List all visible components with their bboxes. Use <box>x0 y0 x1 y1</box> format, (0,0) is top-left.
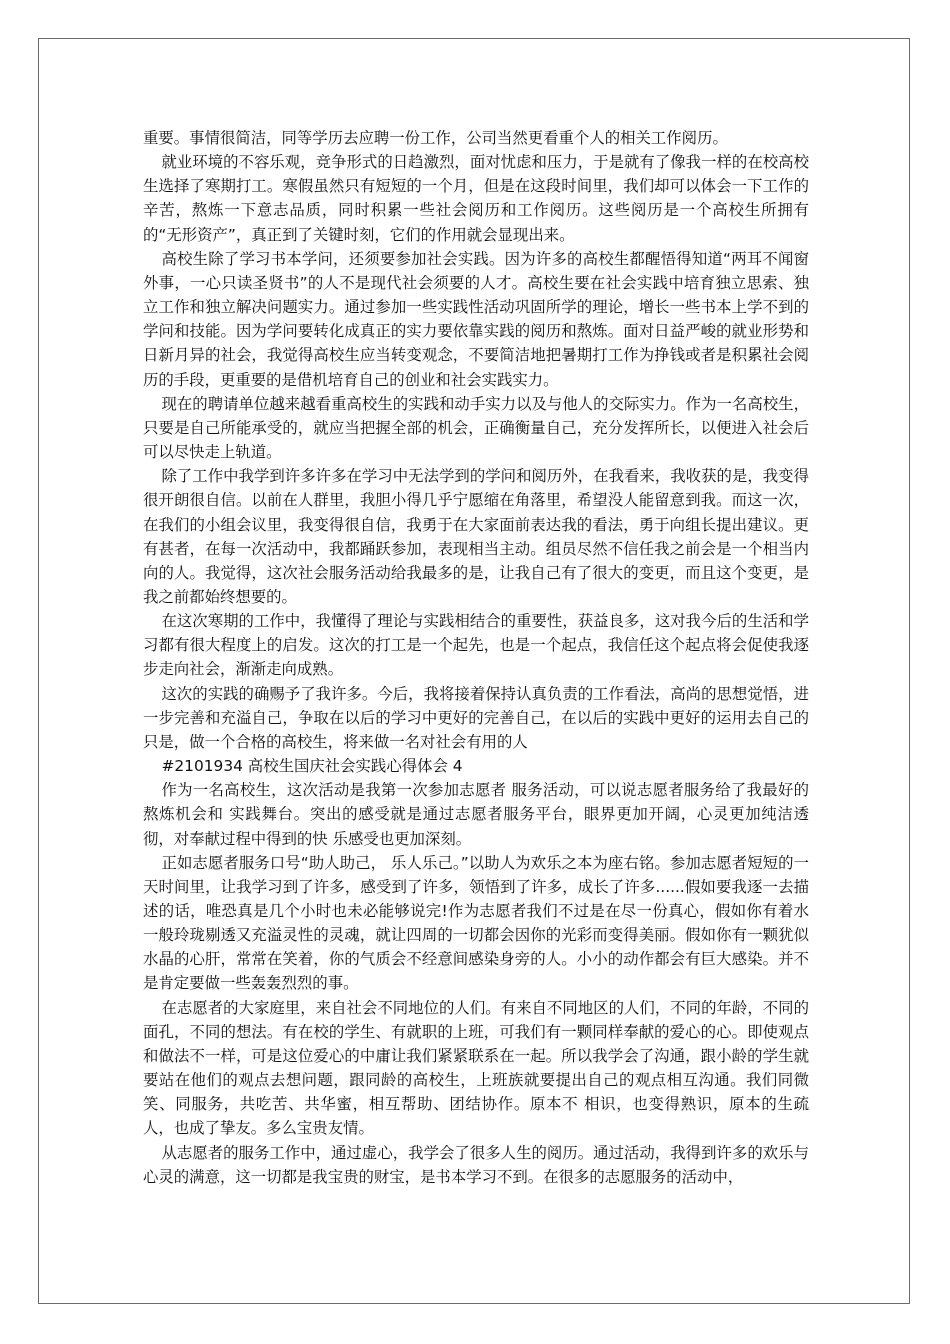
paragraph: 在这次寒期的工作中，我懂得了理论与实践相结合的重要性，获益良多，这对我今后的生活和学习都有很大程度上的启发。这次的打工是一个起先，也是一个起点，我信任这个起点将会促使我逐步走向社会，渐渐走向成熟。 <box>143 612 809 679</box>
paragraph: 重要。事情很简洁，同等学历去应聘一份工作，公司当然更看重个人的相关工作阅历。 <box>143 129 728 147</box>
paragraph: 就业环境的不容乐观，竞争形式的日趋激烈，面对忧虑和压力，于是就有了像我一样的在校高校生选择了寒期打工。寒假虽然只有短短的一个月，但是在这段时间里，我们却可以体会一下工作的辛苦，熬炼一下意志品质，同时积累一些社会阅历和工作阅历。这些阅历是一个高校生所拥有的“无形资产”，真正到了关键时刻，它们的作用就会显现出来。 <box>143 153 809 244</box>
paragraph: 这次的实践的确赐予了我许多。今后，我将接着保持认真负责的工作看法，高尚的思想觉悟，进一步完善和充溢自己，争取在以后的学习中更好的完善自己，在以后的实践中更好的运用去自己的只是，做一个合格的高校生，将来做一名对社会有用的人 <box>143 684 809 751</box>
paragraph: 除了工作中我学到许多许多在学习中无法学到的学问和阅历外，在我看来，我收获的是，我变得很开朗很自信。以前在人群里，我胆小得几乎宁愿缩在角落里，希望没人能留意到我。而这一次，在我们的小组会议里，我变得很自信，我勇于在大家面前表达我的看法，勇于向组长提出建议。更有甚者，在每一次活动中，我都踊跃参加，表现相当主动。组员尽然不信任我之前会是一个相当内向的人。我觉得，这次社会服务活动给我最多的是，让我自己有了很大的变更，而且这个变更，是我之前都始终想要的。 <box>143 467 809 606</box>
paragraph: 高校生除了学习书本学问，还须要参加社会实践。因为许多的高校生都醒悟得知道“两耳不闻窗外事，一心只读圣贤书”的人不是现代社会须要的人才。高校生要在社会实践中培育独立思索、独立工作和独立解决问题实力。通过参加一些实践性活动巩固所学的理论，增长一些书本上学不到的学问和技能。因为学问要转化成真正的实力要依靠实践的阅历和熬炼。面对日益严峻的就业形势和日新月异的社会，我觉得高校生应当转变观念，不要简洁地把暑期打工作为挣钱或者是积累社会阅历的手段，更重要的是借机培育自己的创业和社会实践实力。 <box>143 249 809 389</box>
paragraph: 现在的聘请单位越来越看重高校生的实践和动手实力以及与他人的交际实力。作为一名高校生，只要是自己所能承受的，就应当把握全部的机会，正确衡量自己，充分发挥所长，以便进入社会后可以尽快走上轨道。 <box>143 394 809 462</box>
paragraph: 作为一名高校生，这次活动是我第一次参加志愿者 服务活动，可以说志愿者服务给了我最好的熬炼机会和 实践舞台。突出的感受就是通过志愿者服务平台，眼界更加开阔，心灵更加纯洁透彻，对奉献过程中得到的快 乐感受也更加深刻。 <box>143 781 809 848</box>
document-body <box>143 126 809 1189</box>
paragraph: 从志愿者的服务工作中，通过虚心，我学会了很多人生的阅历。通过活动，我得到许多的欢乐与心灵的满意，这一切都是我宝贵的财宝，是书本学习不到。在很多的志愿服务的活动中， <box>143 1143 809 1186</box>
paragraph: 在志愿者的大家庭里，来自社会不同地位的人们。有来自不同地区的人们，不同的年龄，不同的面孔，不同的想法。有在校的学生、有就职的上班，可我们有一颗同样奉献的爱心的心。即使观点和做法不一样，可是这位爱心的中庸让我们紧紧联系在一起。所以我学会了沟通，跟小龄的学生就要站在他们的观点去想问题，跟同龄的高校生，上班族就要提出自己的观点相互沟通。我们同微笑、同服务，共吃苦、共华蜜，相互帮助、团结协作。原本不 相识，也变得熟识，原本的生疏人，也成了挚友。多么宝贵友情。 <box>143 998 809 1138</box>
section-heading: #2101934 高校生国庆社会实践心得体会 4 <box>161 757 463 776</box>
paragraph: 正如志愿者服务口号“助人助己， 乐人乐己。”以助人为欢乐之本为座右铭。参加志愿者短短的一天时间里，让我学习到了许多，感受到了许多，领悟到了许多，成长了许多......假如要我逐一去描述的话，唯恐真是几个小时也未必能够说完!作为志愿者我们不过是在尽一份真心，假如你有着水一般玲珑剔透又充溢灵性的灵魂，就让四周的一切都会因你的光彩而变得美丽。假如你有一颗犹似水晶的心肝，常常在笑着，你的气质会不经意间感染身旁的人。小小的动作都会有巨大感染。并不是肯定要做一些轰轰烈烈的事。 <box>143 853 809 993</box>
